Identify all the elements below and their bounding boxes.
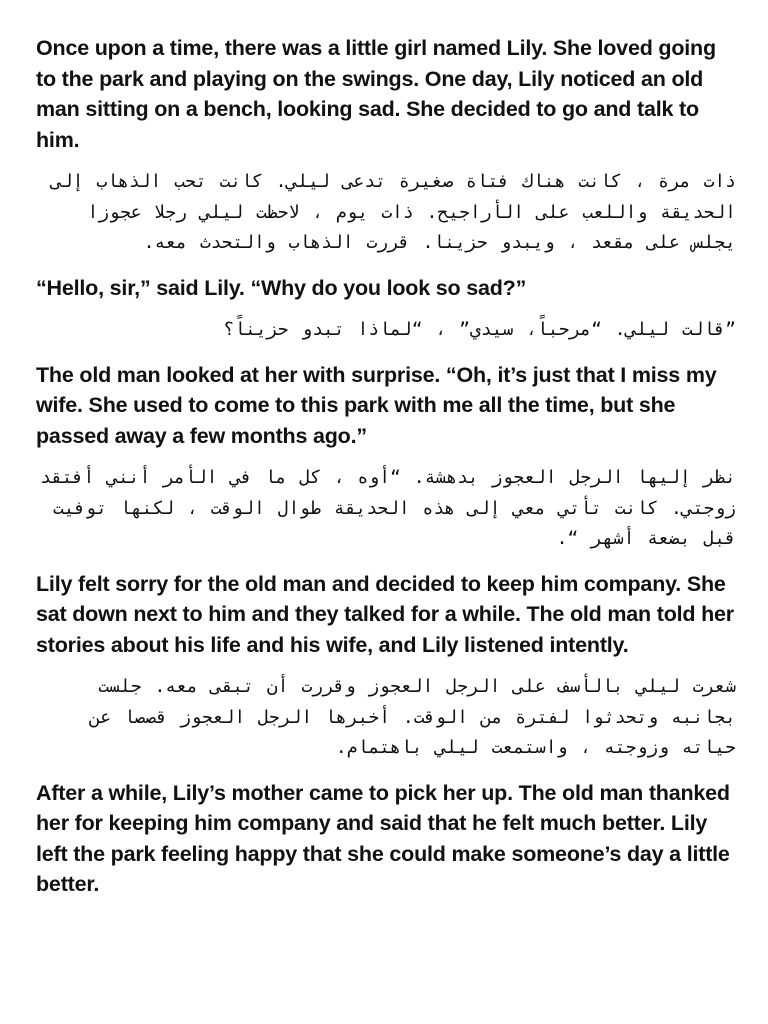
paragraph-arabic-1: ذات مرة ، كانت هناك فتاة صغيرة تدعى ليلي. كانت تحب الذهاب إلى الحديقة واللعب على الأراجيح. ذات يوم ، لاحظت ليلي رجلا عجوزا يجلس على مقعد ، ويبدو حزينا. قررت الذهاب والتحدث معه. [50,171,736,253]
story-document [36,33,736,900]
paragraph-arabic-4: شعرت ليلي بالأسف على الرجل العجوز وقررت أن تبقى معه. جلست بجانبه وتحدثوا لفترة من الوقت. أخبرها الرجل العجوز قصصا عن حياته وزوجته ، واستمعت ليلي باهتمام. [89,676,736,758]
paragraph-english-5: After a while, Lily’s mother came to pick her up. The old man thanked her for keeping him company and said that he felt much better. Lily left the park feeling happy that she could make someone’s day a little better. [36,780,730,896]
paragraph-english-3: The old man looked at her with surprise. “Oh, it’s just that I miss my wife. She used to come to this park with me all the time, but she passed away a few months ago.” [36,362,717,448]
paragraph-arabic-3: نظر إليها الرجل العجوز بدهشة. “أوه ، كل ما في الأمر أنني أفتقد زوجتي. كانت تأتي معي إلى هذه الحديقة طوال الوقت ، لكنها توفيت قبل بضعة أشهر “. [40,467,736,549]
paragraph-english-4: Lily felt sorry for the old man and decided to keep him company. She sat down next to him and they talked for a while. The old man told her stories about his life and his wife, and Lily listened intently. [36,571,734,657]
paragraph-english-1: Once upon a time, there was a little girl named Lily. She loved going to the park and playing on the swings. One day, Lily noticed an old man sitting on a bench, looking sad. She decided to go and talk to him. [36,36,716,152]
paragraph-english-2: “Hello, sir,” said Lily. “Why do you look so sad?” [36,275,527,300]
paragraph-arabic-2: ”قالت ليلي. “مرحباً، سيدي” ، “لماذا تبدو حزيناً؟ [223,319,736,340]
